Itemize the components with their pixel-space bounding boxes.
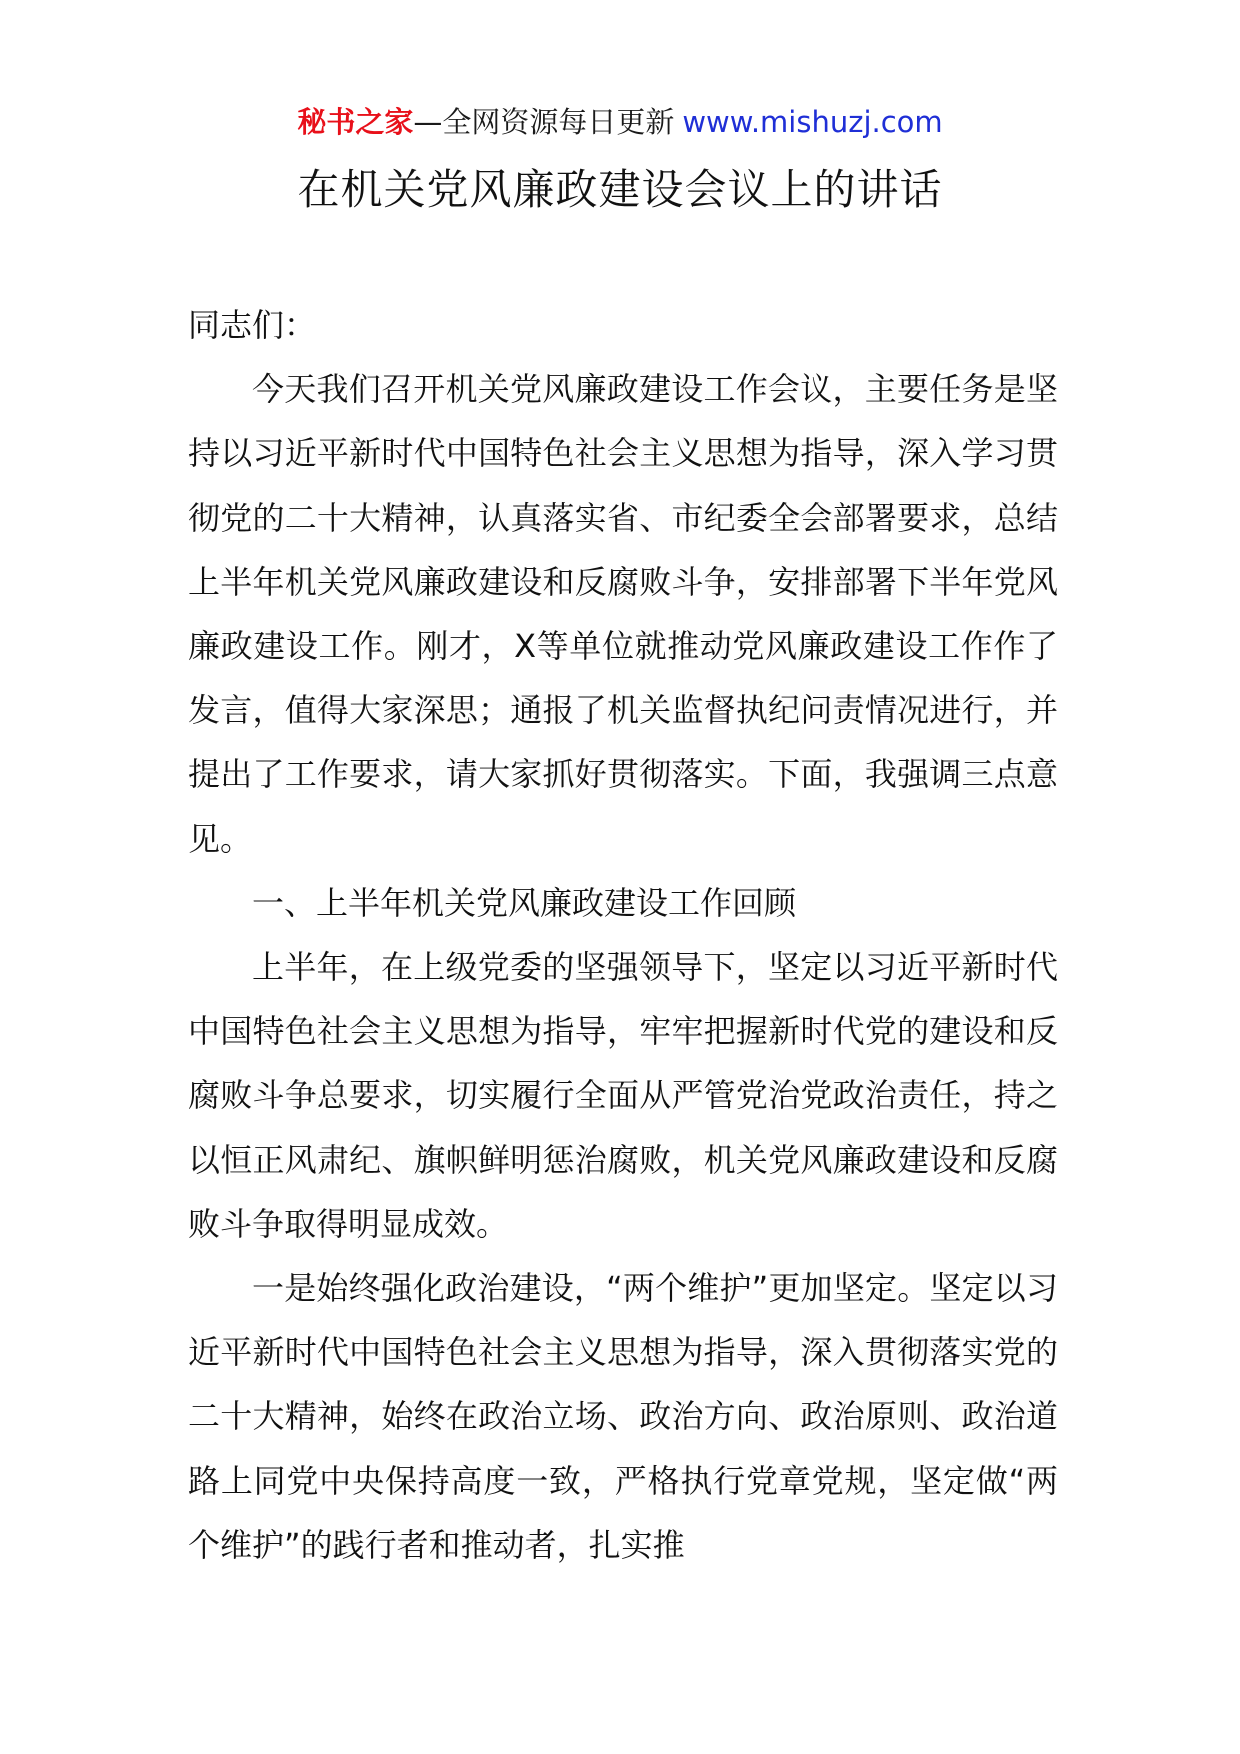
site-url-link[interactable]: www.mishuzj.com bbox=[682, 105, 943, 139]
section-heading-1: 一、上半年机关党风廉政建设工作回顾 bbox=[252, 883, 797, 922]
paragraph-intro: 今天我们召开机关党风廉政建设工作会议，主要任务是坚持以习近平新时代中国特色社会主义思想为指导，深入学习贯彻党的二十大精神，认真落实省、市纪委全会部署要求，总结上半年机关党风廉政建设和反腐败斗争，安排部署下半年党风廉政建设工作。刚才，X等单位就推动党风廉政建设工作作了发言，值得大家深思；通报了机关监督执纪问责情况进行，并提出了工作要求，请大家抓好贯彻落实。下面，我强调三点意见。 bbox=[188, 370, 1058, 858]
paragraph-review: 上半年，在上级党委的坚强领导下，坚定以习近平新时代中国特色社会主义思想为指导，牢牢把握新时代党的建设和反腐败斗争总要求，切实履行全面从严管党治党政治责任，持之以恒正风肃纪、旗帜鲜明惩治腐败，机关党风廉政建设和反腐败斗争取得明显成效。 bbox=[188, 948, 1058, 1243]
document-body bbox=[188, 293, 1058, 1577]
header-tagline: —全网资源每日更新 bbox=[413, 105, 675, 139]
brand-name: 秘书之家 bbox=[297, 105, 414, 139]
salutation: 同志们： bbox=[188, 306, 317, 344]
document-title: 在机关党风廉政建设会议上的讲话 bbox=[297, 165, 943, 214]
site-header bbox=[0, 102, 1240, 142]
paragraph-political-building: 一是始终强化政治建设，“两个维护”更加坚定。坚定以习近平新时代中国特色社会主义思想为指导，深入贯彻落实党的二十大精神，始终在政治立场、政治方向、政治原则、政治道路上同党中央保持高度一致，严格执行党章党规，坚定做“两个维护”的践行者和推动者，扎实推 bbox=[188, 1269, 1058, 1564]
